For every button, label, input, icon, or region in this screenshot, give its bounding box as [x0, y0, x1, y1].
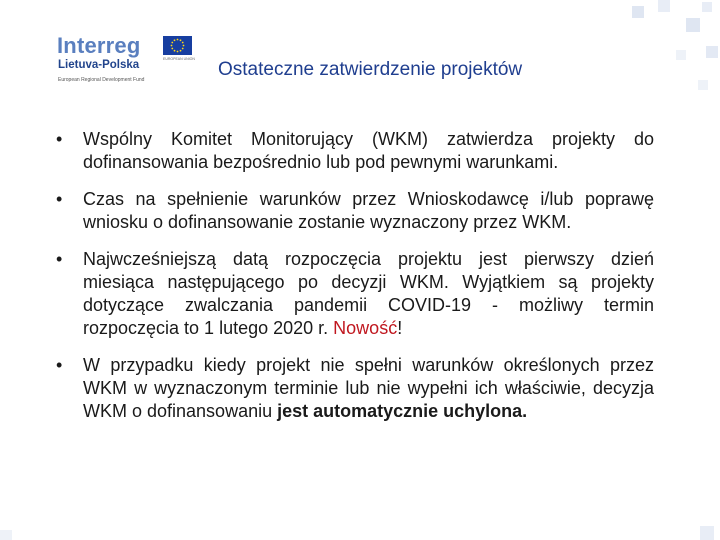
bullet-list: [56, 128, 654, 437]
bullet-text: Czas na spełnienie warunków przez Wnioskodawcę i/lub poprawę wniosku o dofinansowanie zostanie wyznaczony przez WKM.: [83, 189, 654, 232]
bullet-text: W przypadku kiedy projekt nie spełni warunków określonych przez WKM w wyznaczonym terminie lub nie wypełni ich właściwie, decyzja WKM o dofinansowaniu: [83, 355, 654, 421]
eu-flag-icon: [163, 36, 192, 55]
bullet-icon: •: [56, 355, 63, 375]
bullet-text: Wspólny Komitet Monitorujący (WKM) zatwierdza projekty do dofinansowania bezpośrednio lub pod pewnymi warunkami.: [83, 129, 654, 172]
bullet-icon: •: [56, 129, 63, 149]
list-item: [56, 248, 654, 340]
decorative-squares: [610, 0, 720, 100]
bullet-icon: •: [56, 189, 63, 209]
page-title: Ostateczne zatwierdzenie projektów: [218, 59, 523, 80]
interreg-logo: [57, 33, 197, 91]
bullet-icon: •: [56, 249, 63, 269]
logo-program: Lietuva-Polska: [58, 59, 140, 71]
bullet-text: Najwcześniejszą datą rozpoczęcia projektu jest pierwszy dzień miesiąca następującego po decyzji WKM. Wyjątkiem są projekty dotyczące zwalczania pandemii COVID-19 - możliwy termin rozpoczęcia to 1 lutego 2020 r.: [83, 249, 654, 338]
bold-conclusion: jest automatycznie uchylona.: [277, 401, 528, 421]
logo-fund: European Regional Development Fund: [58, 77, 145, 83]
new-highlight: Nowość: [333, 318, 398, 338]
decorative-squares-bottom: [0, 500, 720, 540]
list-item: [56, 188, 654, 234]
logo-wordmark: Interreg: [57, 33, 141, 58]
eu-caption: EUROPEAN UNION: [163, 57, 195, 61]
list-item: [56, 128, 654, 174]
list-item: [56, 354, 654, 423]
bullet-suffix: !: [397, 318, 403, 338]
